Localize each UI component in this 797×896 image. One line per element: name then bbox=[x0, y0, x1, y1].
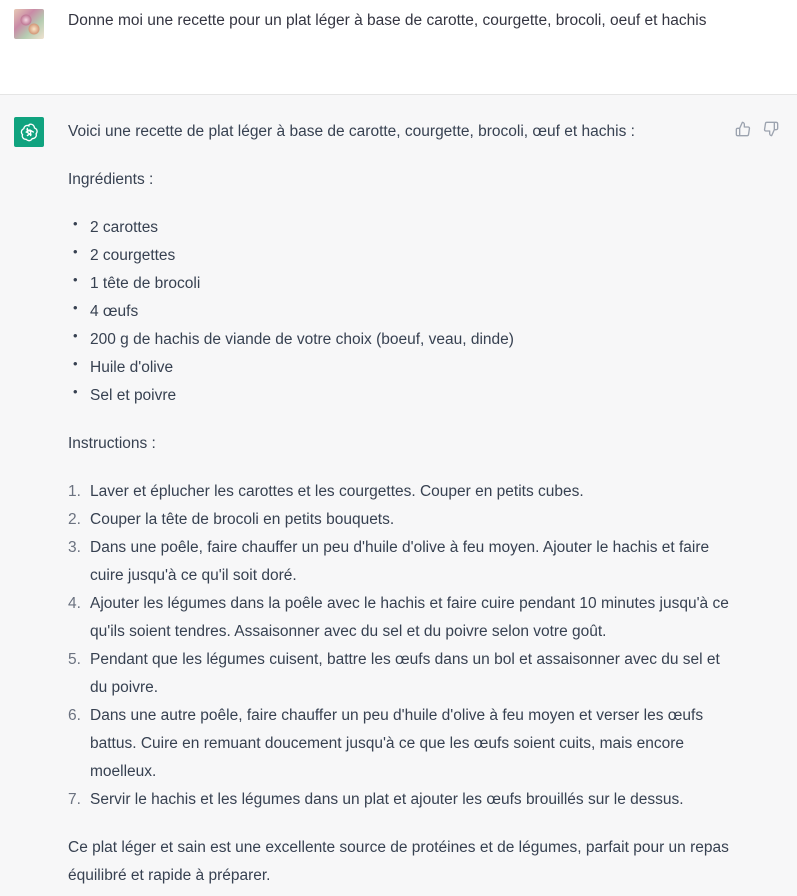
step-number: 6. bbox=[68, 707, 81, 724]
assistant-message bbox=[0, 95, 797, 896]
ingredient-item: • 4 œufs bbox=[68, 298, 738, 326]
ingredient-item: • Sel et poivre bbox=[68, 382, 738, 410]
step-text: Ajouter les légumes dans la poêle avec le hachis et faire cuire pendant 10 minutes jusqu'à ce qu'ils soient tendres. Assaisonner avec du sel et du poivre selon votre goût. bbox=[90, 595, 729, 640]
instruction-step bbox=[68, 478, 738, 506]
ingredient-item: • 2 carottes bbox=[68, 214, 738, 242]
step-number: 3. bbox=[68, 539, 81, 556]
assistant-response bbox=[68, 118, 738, 890]
response-intro: Voici une recette de plat léger à base de carotte, courgette, brocoli, œuf et hachis : bbox=[68, 123, 635, 140]
step-number: 4. bbox=[68, 595, 81, 612]
instruction-step bbox=[68, 702, 738, 786]
ingredients-list bbox=[68, 214, 738, 410]
user-message bbox=[0, 0, 797, 95]
step-text: Dans une poêle, faire chauffer un peu d'huile d'olive à feu moyen. Ajouter le hachis et faire cuire jusqu'à ce qu'il soit doré. bbox=[90, 539, 710, 584]
instruction-step bbox=[68, 646, 738, 702]
instructions-heading: Instructions : bbox=[68, 435, 156, 452]
step-number: 1. bbox=[68, 483, 81, 500]
step-text: Dans une autre poêle, faire chauffer un peu d'huile d'olive à feu moyen et verser les œufs battus. Cuire en remuant doucement jusqu'à ce que les œufs soient cuits, mais encore moelleux. bbox=[90, 707, 704, 780]
step-text: Couper la tête de brocoli en petits bouquets. bbox=[90, 511, 395, 528]
instruction-step bbox=[68, 506, 738, 534]
ingredient-item: • 200 g de hachis de viande de votre choix (boeuf, veau, dinde) bbox=[68, 326, 738, 354]
ingredient-item: • 2 courgettes bbox=[68, 242, 738, 270]
ingredient-item: • Huile d'olive bbox=[68, 354, 738, 382]
ingredient-item: • 1 tête de brocoli bbox=[68, 270, 738, 298]
ingredients-heading: Ingrédients : bbox=[68, 171, 154, 188]
instruction-step bbox=[68, 590, 738, 646]
step-number: 2. bbox=[68, 511, 81, 528]
response-conclusion: Ce plat léger et sain est une excellente source de protéines et de légumes, parfait pour un repas équilibré et rapide à préparer. bbox=[68, 839, 729, 884]
thumbs-down-icon[interactable] bbox=[763, 119, 779, 135]
instruction-step bbox=[68, 786, 738, 814]
feedback-buttons bbox=[735, 119, 779, 135]
instructions-list bbox=[68, 478, 738, 814]
openai-logo-icon bbox=[14, 117, 44, 147]
step-number: 7. bbox=[68, 791, 81, 808]
user-avatar bbox=[14, 9, 44, 39]
user-prompt-text: Donne moi une recette pour un plat léger à base de carotte, courgette, brocoli, oeuf et hachis bbox=[68, 12, 707, 29]
step-text: Servir le hachis et les légumes dans un plat et ajouter les œufs brouillés sur le dessus. bbox=[90, 791, 684, 808]
step-text: Pendant que les légumes cuisent, battre les œufs dans un bol et assaisonner avec du sel et du poivre. bbox=[90, 651, 720, 696]
instruction-step bbox=[68, 534, 738, 590]
step-text: Laver et éplucher les carottes et les courgettes. Couper en petits cubes. bbox=[90, 483, 584, 500]
step-number: 5. bbox=[68, 651, 81, 668]
